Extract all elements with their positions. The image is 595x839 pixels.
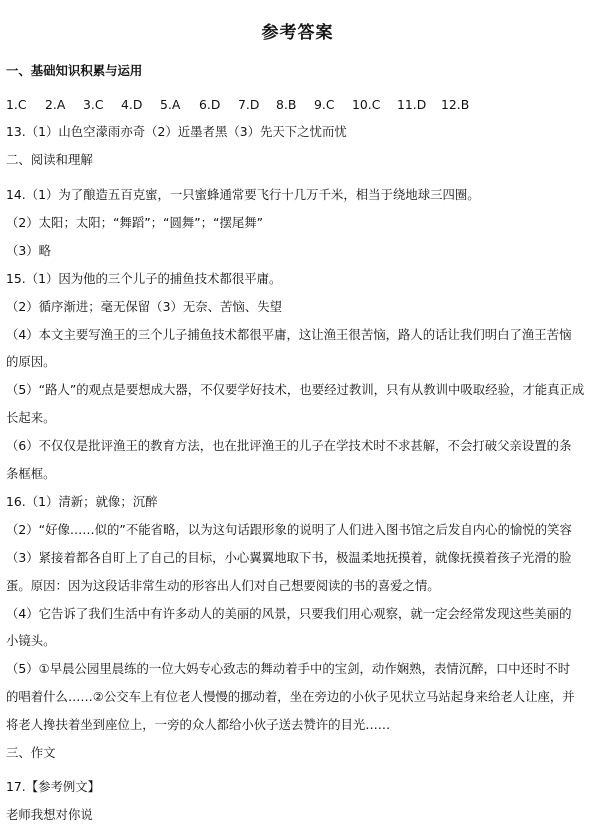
q14-3-answer: （3）略 <box>6 243 52 258</box>
q14-2-answer: （2）太阳；太阳；“舞蹈”；“圆舞”；“摆尾舞” <box>6 215 264 230</box>
q15-6-answer-cont: 条框框。 <box>6 466 56 481</box>
q15-5-answer-cont: 长起来。 <box>6 410 56 425</box>
section-1-heading: 一、基础知识积累与运用 <box>6 63 143 78</box>
q16-3-answer: （3）紧接着都各自盯上了自己的目标，小心翼翼地取下书，极温柔地抚摸着，就像抚摸着孩子光滑的脸 <box>6 550 572 565</box>
answer-item: 7.D <box>238 97 260 112</box>
q17-heading: 17.【参考例文】 <box>6 779 101 794</box>
q16-4-answer-cont: 小镜头。 <box>6 633 56 648</box>
answer-item: 8.B <box>276 97 297 112</box>
answer-item: 1.C <box>6 97 27 112</box>
answer-item: 11.D <box>397 97 427 112</box>
section-2-heading: 二、阅读和理解 <box>6 152 93 167</box>
essay-title: 老师我想对你说 <box>6 807 93 822</box>
answer-item: 10.C <box>352 97 381 112</box>
answer-item: 5.A <box>160 97 181 112</box>
q16-4-answer: （4）它告诉了我们生活中有许多动人的美丽的风景，只要我们用心观察，就一定会经常发现这些美丽的 <box>6 606 572 621</box>
q15-2-answer: （2）循序渐进；毫无保留（3）无奈、苦恼、失望 <box>6 299 282 314</box>
answer-item: 6.D <box>199 97 221 112</box>
answer-item: 2.A <box>45 97 66 112</box>
answer-item: 4.D <box>121 97 143 112</box>
section-3-heading: 三、作文 <box>6 745 56 760</box>
q16-5-answer: （5）①早晨公园里晨练的一位大妈专心致志的舞动着手中的宝剑，动作娴熟，表情沉醉，口中还时不时 <box>6 661 571 676</box>
q15-1-answer: 15.（1）因为他的三个儿子的捕鱼技术都很平庸。 <box>6 271 282 286</box>
answer-item: 12.B <box>441 97 470 112</box>
q15-5-answer: （5）“路人”的观点是要想成大器，不仅要学好技术，也要经过教训，只有从教训中吸取经验，才能真正成 <box>6 382 585 397</box>
q16-5-answer-cont: 将老人搀扶着坐到座位上，一旁的众人都给小伙子送去赞许的目光…… <box>6 717 391 732</box>
q16-5-answer-cont: 的唱着什么……②公交车上有位老人慢慢的挪动着，坐在旁边的小伙子见状立马站起身来给老人让座，并 <box>6 689 575 704</box>
page-title: 参考答案 <box>261 23 334 43</box>
q16-3-answer-cont: 蛋。原因：因为这段话非常生动的形容出人们对自己想要阅读的书的喜爱之情。 <box>6 578 440 593</box>
q15-6-answer: （6）不仅仅是批评渔王的教育方法，也在批评渔王的儿子在学技术时不求甚解，不会打破父亲设置的条 <box>6 438 572 453</box>
answer-item: 3.C <box>83 97 104 112</box>
q15-4-answer: （4）本文主要写渔王的三个儿子捕鱼技术都很平庸，这让渔王很苦恼，路人的话让我们明白了渔王苦恼 <box>6 327 572 342</box>
q13-answer: 13.（1）山色空濛雨亦奇（2）近墨者黑（3）先天下之忧而忧 <box>6 124 347 139</box>
answer-item: 9.C <box>314 97 335 112</box>
q15-4-answer-cont: 的原因。 <box>6 354 56 369</box>
q14-1-answer: 14.（1）为了酿造五百克蜜，一只蜜蜂通常要飞行十几万千米，相当于绕地球三四圈。 <box>6 187 480 202</box>
q16-1-answer: 16.（1）清新；就像；沉醉 <box>6 494 158 509</box>
multiple-choice-answers <box>6 97 591 113</box>
q16-2-answer: （2）“好像……似的”不能省略，以为这句话跟形象的说明了人们进入图书馆之后发自内心的愉悦的笑容 <box>6 522 572 537</box>
